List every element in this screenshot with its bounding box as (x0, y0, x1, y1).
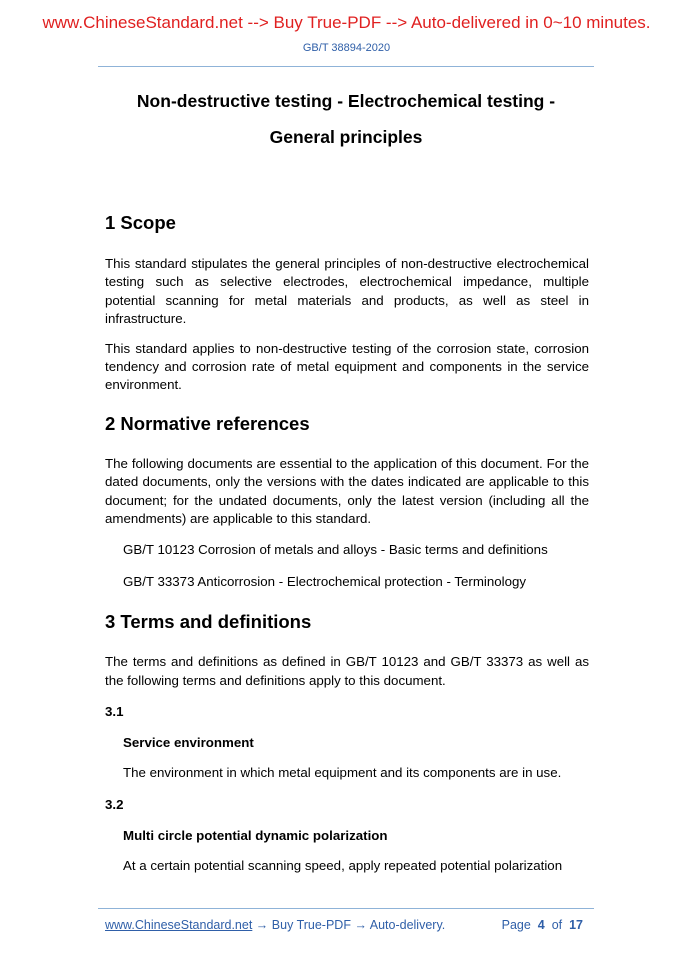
of-label: of (551, 918, 563, 932)
term-definition: The environment in which metal equipment and its components are in use. (123, 765, 562, 781)
section-heading-normative-references: 2 Normative references (105, 412, 310, 434)
document-code: GB/T 38894-2020 (302, 42, 391, 54)
header-divider (98, 66, 594, 67)
footer-buy-text: Buy True-PDF (271, 918, 351, 932)
page-number: 4 (537, 918, 545, 932)
footer-divider (98, 908, 594, 909)
page-label: Page (501, 918, 531, 932)
document-body (105, 210, 589, 875)
page-footer (105, 916, 589, 934)
reference-item: GB/T 10123 Corrosion of metals and alloys - Basic terms and definitions (123, 542, 548, 558)
section-heading-scope: 1 Scope (105, 212, 176, 233)
scope-paragraph-1: This standard stipulates the general principles of non-destructive electrochemical testing such as selective electrodes, electrochemical impedance, multiple potential scanning for metal materials and products, as well as steel in infrastructure. (105, 256, 589, 327)
term-name: Multi circle potential dynamic polarization (123, 827, 388, 843)
page-total: 17 (569, 918, 583, 932)
scope-paragraph-2: This standard applies to non-destructive testing of the corrosion state, corrosion tendency and corrosion rate of metal equipment and components in the service environment. (105, 340, 589, 393)
term-number: 3.1 (105, 704, 124, 720)
document-title-line-2: General principles (269, 127, 423, 147)
footer-auto-text: Auto-delivery. (369, 918, 446, 932)
footer-site-link[interactable]: www.ChineseStandard.net (105, 918, 253, 932)
arrow-right-icon: → (354, 918, 367, 932)
reference-item: GB/T 33373 Anticorrosion - Electrochemical protection - Terminology (123, 573, 527, 589)
term-name: Service environment (123, 735, 254, 751)
section-heading-terms: 3 Terms and definitions (105, 611, 312, 633)
page-indicator (502, 916, 583, 934)
arrow-right-icon: → (255, 918, 269, 932)
term-number: 3.2 (105, 796, 124, 812)
term-definition: At a certain potential scanning speed, apply repeated potential polarization (123, 857, 563, 873)
normative-paragraph: The following documents are essential to the application of this document. For the dated documents, only the versions with the dates indicated are applicable to this document; for the undated documents, only the latest version (including all the amendments) are applicable to this standard. (105, 455, 589, 527)
terms-intro-paragraph: The terms and definitions as defined in GB/T 10123 and GB/T 33373 as well as the following terms and definitions apply to this document. (105, 654, 589, 688)
footer-promo (105, 916, 445, 934)
top-banner[interactable]: www.ChineseStandard.net --> Buy True-PDF --> Auto-delivered in 0~10 minutes. (42, 13, 651, 32)
document-title-line-1: Non-destructive testing - Electrochemical testing - (136, 91, 556, 111)
